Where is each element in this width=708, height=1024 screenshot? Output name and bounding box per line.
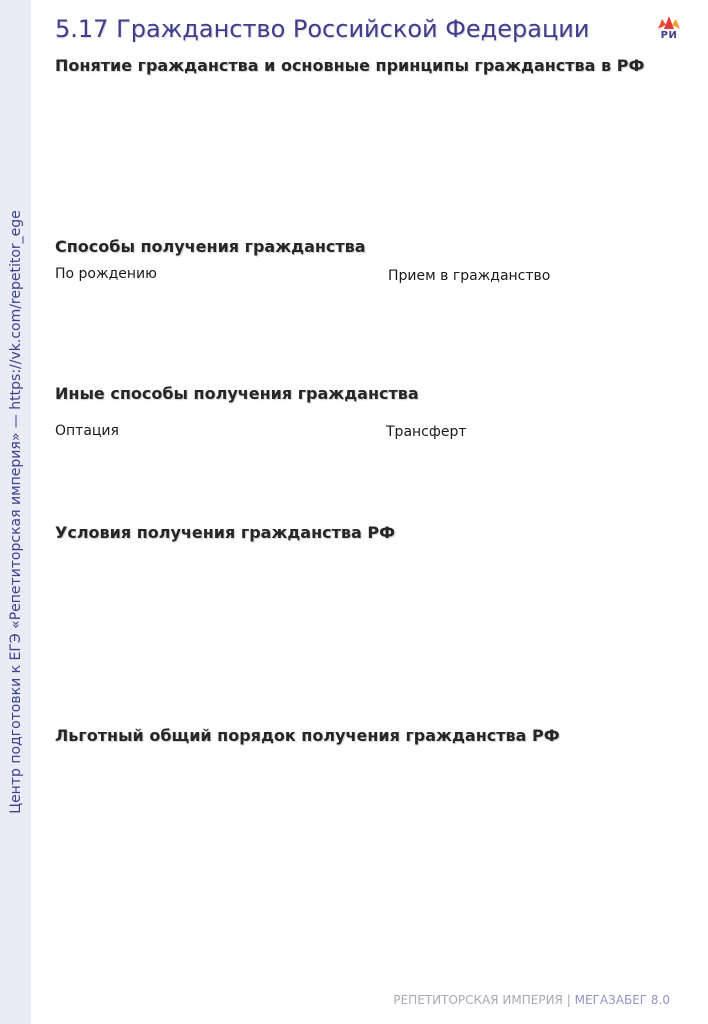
method-transfer: Трансферт [386, 424, 467, 440]
method-optation: Оптация [55, 423, 119, 439]
footer-brand: РЕПЕТИТОРСКАЯ ИМПЕРИЯ [393, 993, 563, 1007]
preferential-heading: Льготный общий порядок получения гражданства РФ [55, 726, 560, 745]
footer-separator: | [566, 993, 571, 1007]
conditions-heading: Условия получения гражданства РФ [55, 523, 395, 542]
method-by-birth: По рождению [55, 266, 157, 282]
methods-heading: Способы получения гражданства [55, 237, 366, 256]
crown-logo-icon [656, 15, 682, 45]
sidebar [0, 0, 31, 1024]
footer-event: МЕГАЗАБЕГ 8.0 [574, 993, 670, 1007]
method-admission: Прием в гражданство [388, 268, 551, 284]
page-title: 5.17 Гражданство Российской Федерации [55, 15, 590, 43]
concept-heading: Понятие гражданства и основные принципы гражданства в РФ [55, 56, 645, 75]
sidebar-caption: Центр подготовки к ЕГЭ «Репетиторская империя» — https://vk.com/repetitor_ege [8, 210, 24, 814]
footer [393, 993, 670, 1007]
logo-text: РИ [660, 30, 678, 41]
other-methods-heading: Иные способы получения гражданства [55, 384, 419, 403]
